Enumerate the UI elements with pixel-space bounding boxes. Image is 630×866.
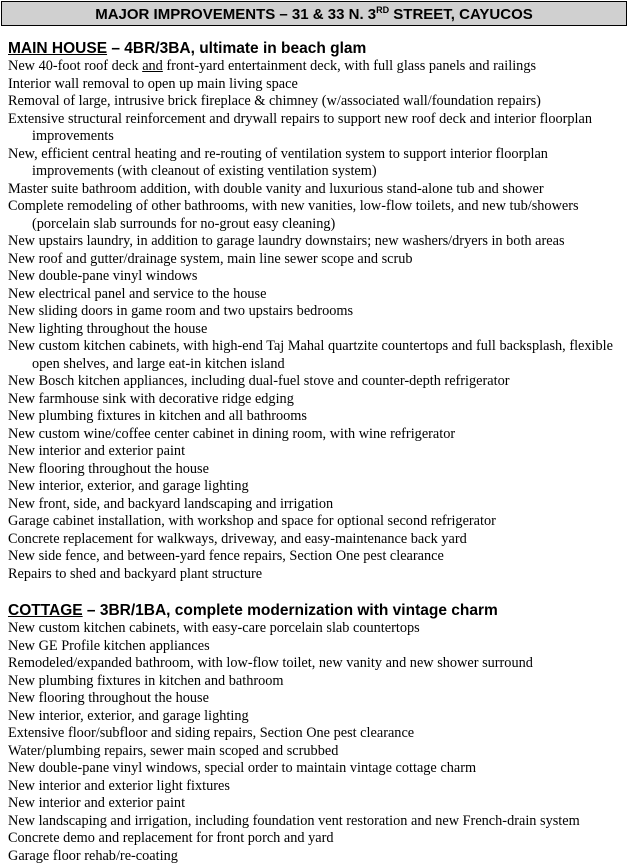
cottage-improvements-list bbox=[8, 620, 626, 865]
list-item: New upstairs laundry, in addition to garage laundry downstairs; new washers/dryers in both areas bbox=[8, 233, 565, 249]
list-item-underlined-word: and bbox=[142, 58, 163, 74]
list-item: New lighting throughout the house bbox=[8, 320, 208, 337]
list-item: New custom kitchen cabinets, with high-end Taj Mahal quartzite countertops and full backsplash, flexible open shelves, and large eat-in kitchen island bbox=[8, 338, 613, 372]
list-item: New plumbing fixtures in kitchen and all bathrooms bbox=[8, 408, 307, 424]
list-item: New roof and gutter/drainage system, main line sewer scope and scrub bbox=[8, 250, 413, 267]
list-item: New interior and exterior light fixtures bbox=[8, 777, 230, 794]
list-item: New GE Profile kitchen appliances bbox=[8, 637, 210, 654]
list-item: New custom wine/coffee center cabinet in dining room, with wine refrigerator bbox=[8, 425, 456, 442]
list-item: Garage cabinet installation, with workshop and space for optional second refrigerator bbox=[8, 513, 496, 529]
list-item: New front, side, and backyard landscaping and irrigation bbox=[8, 495, 334, 512]
cottage-heading bbox=[8, 602, 498, 620]
list-item: Master suite bathroom addition, with double vanity and luxurious stand-alone tub and shower bbox=[8, 180, 544, 197]
list-item bbox=[8, 58, 626, 76]
list-item: New interior, exterior, and garage lighting bbox=[8, 707, 249, 724]
list-item: New double-pane vinyl windows bbox=[8, 268, 198, 284]
main-house-heading bbox=[8, 40, 366, 58]
list-item: New flooring throughout the house bbox=[8, 690, 209, 706]
list-item: Concrete replacement for walkways, driveway, and easy-maintenance back yard bbox=[8, 530, 467, 547]
list-item: New farmhouse sink with decorative ridge edging bbox=[8, 390, 294, 407]
header-title-suffix: STREET, CAYUCOS bbox=[389, 6, 533, 23]
cottage-name: COTTAGE bbox=[8, 602, 83, 619]
list-item: Concrete demo and replacement for front porch and yard bbox=[8, 830, 334, 846]
list-item: New sliding doors in game room and two upstairs bedrooms bbox=[8, 303, 354, 319]
main-house-subtitle: – 4BR/3BA, ultimate in beach glam bbox=[107, 40, 367, 57]
document-header bbox=[1, 1, 627, 26]
list-item: New flooring throughout the house bbox=[8, 460, 209, 477]
main-house-improvements-list bbox=[8, 58, 626, 583]
list-item: New custom kitchen cabinets, with easy-care porcelain slab countertops bbox=[8, 620, 420, 636]
list-item: New plumbing fixtures in kitchen and bathroom bbox=[8, 672, 284, 689]
list-item: Garage floor rehab/re-coating bbox=[8, 847, 178, 864]
list-item-text-part: New 40-foot roof deck bbox=[8, 58, 143, 74]
main-house-name: MAIN HOUSE bbox=[8, 40, 108, 57]
list-item: Removal of large, intrusive brick fireplace & chimney (w/associated wall/foundation repairs) bbox=[8, 93, 541, 109]
list-item: Extensive floor/subfloor and siding repairs, Section One pest clearance bbox=[8, 725, 415, 741]
list-item: New interior, exterior, and garage lighting bbox=[8, 478, 249, 494]
list-item: New, efficient central heating and re-routing of ventilation system to support interior floorplan improvements (with cleanout of existing ventilation system) bbox=[8, 145, 548, 179]
list-item: New side fence, and between-yard fence repairs, Section One pest clearance bbox=[8, 548, 444, 564]
list-item: New double-pane vinyl windows, special order to maintain vintage cottage charm bbox=[8, 760, 477, 776]
list-item: New landscaping and irrigation, including foundation vent restoration and new French-drain system bbox=[8, 812, 580, 829]
list-item: Remodeled/expanded bathroom, with low-flow toilet, new vanity and new shower surround bbox=[8, 655, 533, 671]
list-item: New Bosch kitchen appliances, including dual-fuel stove and counter-depth refrigerator bbox=[8, 373, 510, 389]
list-item: Interior wall removal to open up main living space bbox=[8, 75, 298, 92]
list-item: Complete remodeling of other bathrooms, with new vanities, low-flow toilets, and new tub/showers (porcelain slab surrounds for no-grout easy cleaning) bbox=[8, 198, 579, 232]
header-title-superscript: RD bbox=[376, 5, 390, 15]
list-item: Extensive structural reinforcement and drywall repairs to support new roof deck and interior floorplan improvements bbox=[8, 110, 592, 144]
list-item: Repairs to shed and backyard plant structure bbox=[8, 565, 263, 582]
list-item: New interior and exterior paint bbox=[8, 795, 186, 811]
list-item: Water/plumbing repairs, sewer main scoped and scrubbed bbox=[8, 742, 339, 759]
list-item: New electrical panel and service to the house bbox=[8, 285, 267, 302]
header-title-prefix: MAJOR IMPROVEMENTS – 31 & 33 N. 3 bbox=[95, 6, 377, 23]
list-item: New interior and exterior paint bbox=[8, 443, 186, 459]
list-item-text-part: front-yard entertainment deck, with full glass panels and railings bbox=[162, 58, 537, 74]
cottage-subtitle: – 3BR/1BA, complete modernization with vintage charm bbox=[82, 602, 498, 619]
